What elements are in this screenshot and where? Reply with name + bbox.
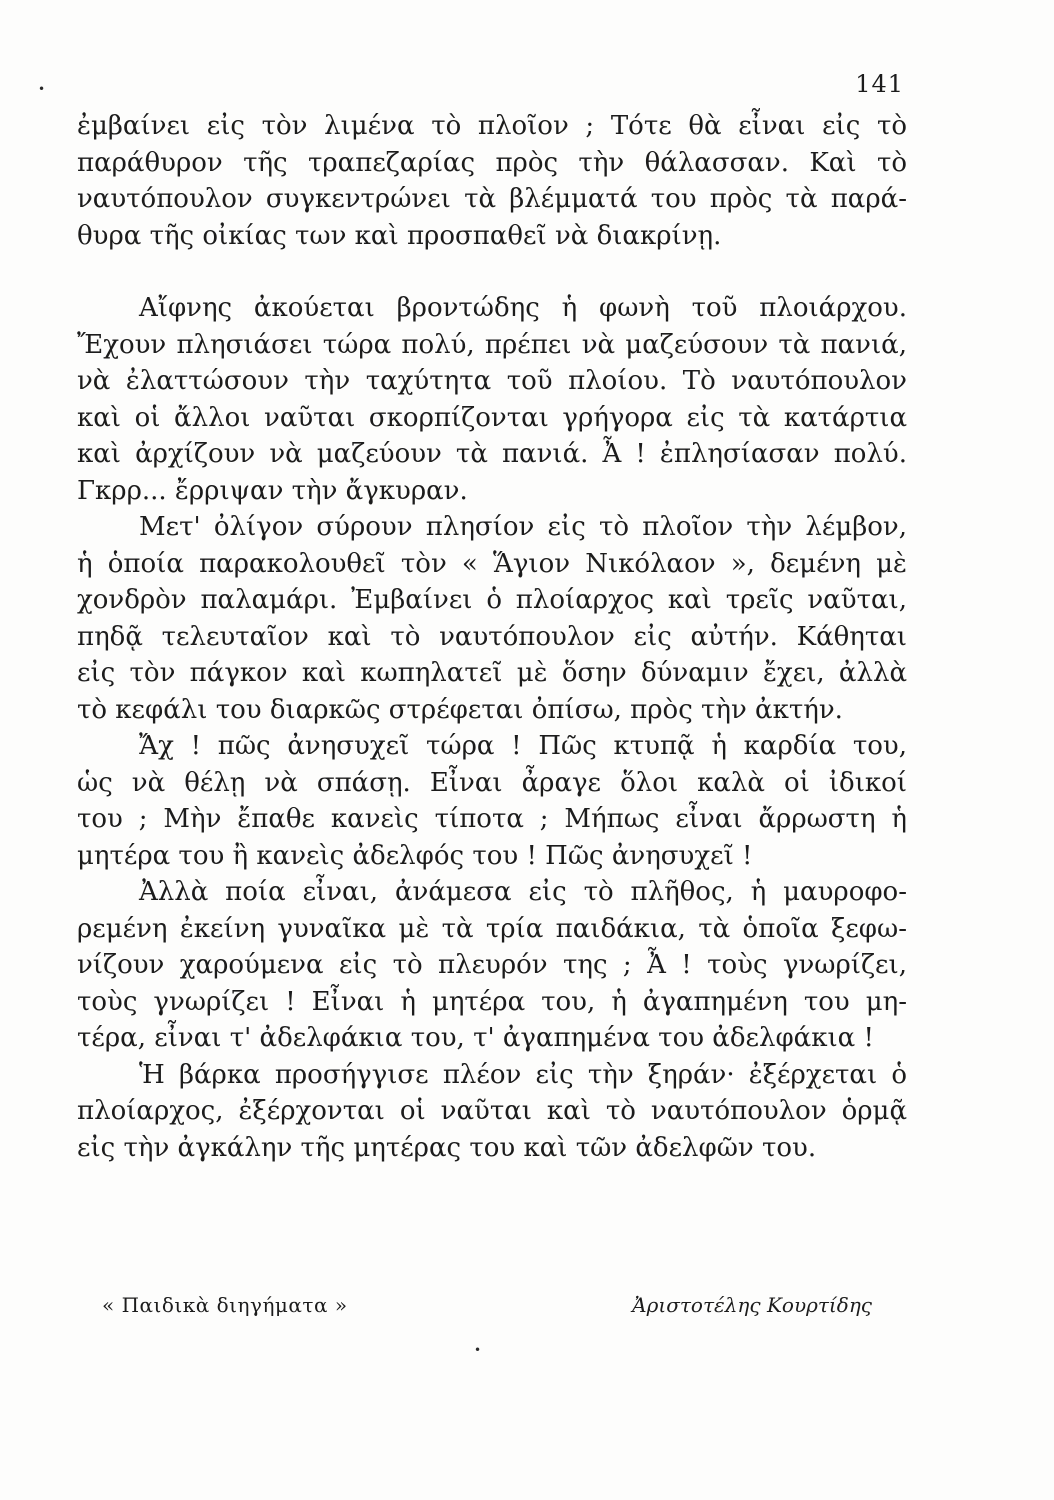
text-line: μητέρα του ἢ κανεὶς ἀδελφός του ! Πῶς ἀνησυχεῖ !: [77, 840, 753, 871]
text-line: νὰ ἐλαττώσουν τὴν ταχύτητα τοῦ πλοίου. Τὸ ναυτόπουλον: [77, 366, 907, 396]
text-line: τέρα, εἶναι τ' ἀδελφάκια του, τ' ἀγαπημένα του ἀδελφάκια !: [77, 1023, 874, 1053]
text-line: Μετ' ὀλίγον σύρουν πλησίον εἰς τὸ πλοῖον τὴν λέμβον,: [139, 512, 907, 542]
paragraph-gap: [77, 254, 907, 290]
author-name: Ἀριστοτέλης Κουρτίδης: [632, 1293, 872, 1317]
scan-speck: •: [474, 1343, 482, 1357]
text-line: ρεμένη ἐκείνη γυναῖκα μὲ τὰ τρία παιδάκια, τὰ ὁποῖα ξεφω-: [77, 913, 907, 944]
text-line: καὶ οἱ ἄλλοι ναῦται σκορπίζονται γρήγορα εἰς τὰ κατάρτια: [77, 402, 907, 433]
text-line: του ; Μὴν ἔπαθε κανεὶς τίποτα ; Μήπως εἶναι ἄρρωστη ἡ: [77, 804, 907, 834]
page-number: 141: [855, 70, 904, 98]
text-line: ὡς νὰ θέλῃ νὰ σπάσῃ. Εἶναι ἆραγε ὅλοι καλὰ οἱ ἰδικοί: [77, 767, 907, 798]
text-line: πλοίαρχος, ἐξέρχονται οἱ ναῦται καὶ τὸ ναυτόπουλον ὁρμᾷ: [77, 1096, 907, 1126]
text-line: Ἡ βάρκα προσήγγισε πλέον εἰς τὴν ξηράν· ἐξέρχεται ὁ: [139, 1059, 907, 1090]
text-line: τὸ κεφάλι του διαρκῶς στρέφεται ὀπίσω, πρὸς τὴν ἀκτήν.: [77, 694, 843, 725]
text-line: Ἀλλὰ ποία εἶναι, ἀνάμεσα εἰς τὸ πλῆθος, ἡ μαυροφο-: [139, 877, 907, 907]
body-text: [77, 108, 907, 1166]
text-line: Ἄχ ! πῶς ἀνησυχεῖ τώρα ! Πῶς κτυπᾷ ἡ καρδία του,: [139, 731, 907, 761]
text-line: ἡ ὁποία παρακολουθεῖ τὸν « Ἅγιον Νικόλαον », δεμένη μὲ: [77, 548, 907, 579]
text-line: Αἴφνης ἀκούεται βροντώδης ἡ φωνὴ τοῦ πλοιάρχου.: [139, 293, 907, 323]
text-line: Γκρρ... ἔρριψαν τὴν ἄγκυραν.: [77, 475, 468, 506]
text-line: παράθυρον τῆς τραπεζαρίας πρὸς τὴν θάλασσαν. Καὶ τὸ: [77, 147, 907, 178]
text-line: ἐμβαίνει εἰς τὸν λιμένα τὸ πλοῖον ; Τότε θὰ εἶναι εἰς τὸ: [77, 111, 907, 141]
text-line: ναυτόπουλον συγκεντρώνει τὰ βλέμματά του πρὸς τὰ παρά-: [77, 184, 907, 214]
text-line: θυρα τῆς οἰκίας των καὶ προσπαθεῖ νὰ διακρίνῃ.: [77, 220, 722, 251]
text-line: χονδρὸν παλαμάρι. Ἐμβαίνει ὁ πλοίαρχος καὶ τρεῖς ναῦται,: [77, 585, 907, 615]
text-line: νίζουν χαρούμενα εἰς τὸ πλευρόν της ; Ἆ ! τοὺς γνωρίζει,: [77, 950, 907, 980]
text-line: εἰς τὸν πάγκον καὶ κωπηλατεῖ μὲ ὅσην δύναμιν ἔχει, ἀλλὰ: [77, 658, 907, 688]
source-title: « Παιδικὰ διηγήματα »: [102, 1293, 348, 1317]
text-line: πηδᾷ τελευταῖον καὶ τὸ ναυτόπουλον εἰς αὐτήν. Κάθηται: [77, 621, 907, 652]
text-line: εἰς τὴν ἀγκάλην τῆς μητέρας του καὶ τῶν ἀδελφῶν του.: [77, 1132, 817, 1163]
scan-speck: •: [38, 82, 46, 96]
text-line: καὶ ἀρχίζουν νὰ μαζεύουν τὰ πανιά. Ἆ ! ἐπλησίασαν πολύ.: [77, 439, 907, 469]
text-line: Ἔχουν πλησιάσει τώρα πολύ, πρέπει νὰ μαζεύσουν τὰ πανιά,: [77, 329, 907, 360]
text-line: τοὺς γνωρίζει ! Εἶναι ἡ μητέρα του, ἡ ἀγαπημένη του μη-: [77, 986, 907, 1017]
